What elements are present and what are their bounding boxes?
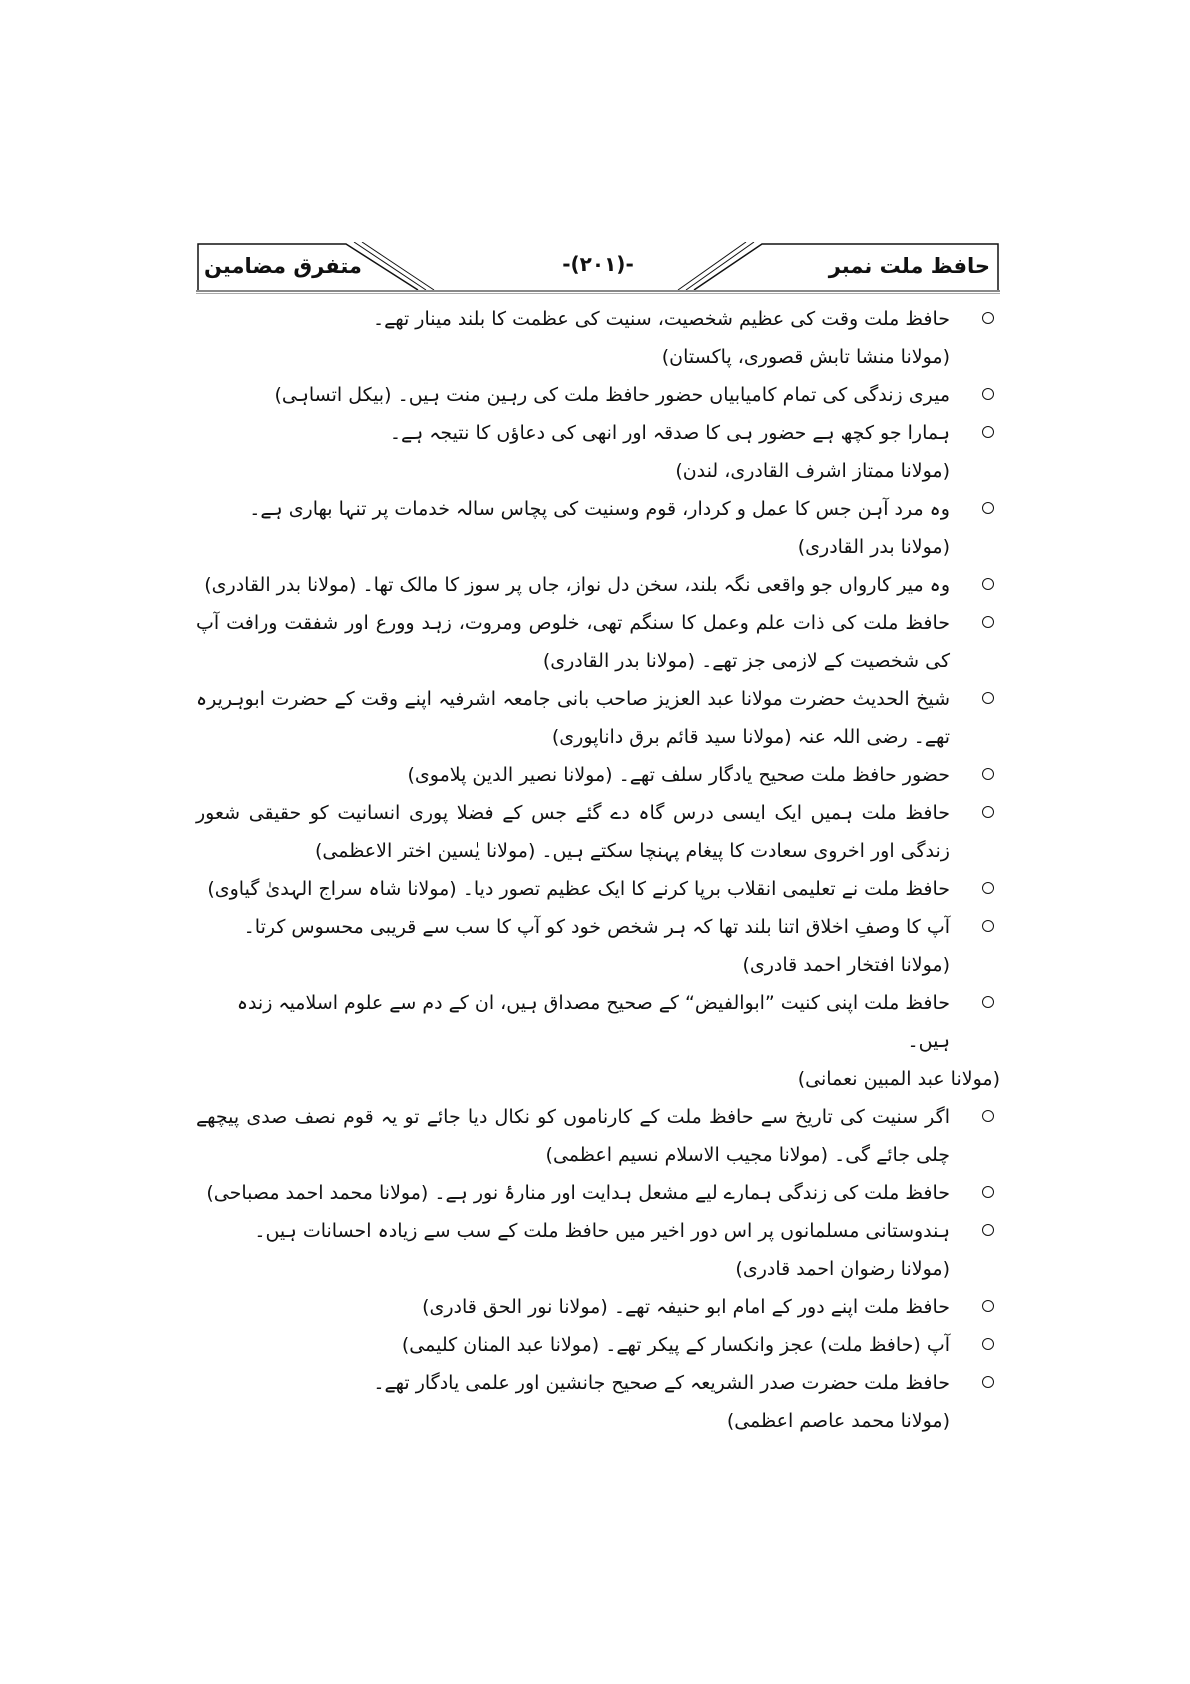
list-item: [196, 794, 1000, 870]
circle-bullet-icon: [982, 312, 994, 324]
circle-bullet-icon: [982, 692, 994, 704]
circle-bullet-icon: [982, 1224, 994, 1236]
quote-attribution: (مولانا بدر القادری): [204, 574, 357, 596]
quote-attribution: (مولانا رضوان احمد قادری): [735, 1258, 950, 1280]
list-item: [196, 1098, 1000, 1174]
quote-text: حافظ ملت کی زندگی ہمارے لیے مشعل ہدایت اور منارۂ نور ہے۔: [434, 1182, 950, 1204]
list-item: [196, 1364, 1000, 1440]
circle-bullet-icon: [982, 996, 994, 1008]
quote-attribution: (مولانا افتخار احمد قادری): [742, 954, 950, 976]
quote-text: آپ کا وصفِ اخلاق اتنا بلند تھا کہ ہر شخص خود کو آپ کا سب سے قریبی محسوس کرتا۔: [243, 916, 950, 938]
circle-bullet-icon: [982, 1300, 994, 1312]
page-number: -(۲۰۱)-: [562, 252, 634, 276]
circle-bullet-icon: [982, 616, 994, 628]
quote-attribution: (مولانا بدر القادری): [797, 536, 950, 558]
list-item: [196, 908, 1000, 984]
list-item: [196, 680, 1000, 756]
quote-text: میری زندگی کی تمام کامیابیاں حضور حافظ ملت کی رہین منت ہیں۔: [397, 384, 950, 406]
quote-attribution: (مولانا بدر القادری): [542, 650, 696, 672]
list-item: [196, 1326, 1000, 1364]
list-item: [196, 1174, 1000, 1212]
quote-text: آپ (حافظ ملت) عجز وانکسار کے پیکر تھے۔: [605, 1334, 950, 1356]
quote-attribution: (مولانا عبد المبین نعمانی): [797, 1068, 1000, 1090]
list-item: [196, 604, 1000, 680]
quote-text: وہ مرد آہن جس کا عمل و کردار، قوم وسنیت کی پچاس سالہ خدمات پر تنہا بھاری ہے۔: [249, 498, 950, 520]
circle-bullet-icon: [982, 1338, 994, 1350]
page-header: [196, 242, 1000, 294]
quote-text: حافظ ملت وقت کی عظیم شخصیت، سنیت کی عظمت کا بلند مینار تھے۔: [372, 308, 950, 330]
circle-bullet-icon: [982, 1376, 994, 1388]
quote-attribution: (مولانا عبد المنان کلیمی): [401, 1334, 600, 1356]
quote-text: ہندوستانی مسلمانوں پر اس دور اخیر میں حافظ ملت کے سب سے زیادہ احسانات ہیں۔: [254, 1220, 950, 1242]
list-item: [196, 756, 1000, 794]
quote-attribution: (مولانا منشا تابش قصوری، پاکستان): [661, 346, 950, 368]
list-item: [196, 1212, 1000, 1288]
quote-text: ہمارا جو کچھ ہے حضور ہی کا صدقہ اور انھی کی دعاؤں کا نتیجہ ہے۔: [389, 422, 950, 444]
quote-attribution: (مولانا مجیب الاسلام نسیم اعظمی): [545, 1144, 829, 1166]
quote-text: حافظ ملت نے تعلیمی انقلاب برپا کرنے کا ایک عظیم تصور دیا۔: [462, 878, 950, 900]
list-item: [196, 490, 1000, 566]
document-page: [196, 242, 1000, 1440]
circle-bullet-icon: [982, 1110, 994, 1122]
quote-text: حافظ ملت کی ذات علم وعمل کا سنگم تھی، خلوص ومروت، زہد وورع اور شفقت ورافت آپ کی شخصیت کے لازمی جز تھے۔: [196, 612, 950, 672]
quote-attribution: (مولانا محمد عاصم اعظمی): [726, 1410, 950, 1432]
circle-bullet-icon: [982, 502, 994, 514]
quote-attribution: (مولانا سید قائم برق داناپوری): [551, 726, 792, 748]
quote-attribution: (مولانا نصیر الدین پلاموی): [407, 764, 613, 786]
quote-text: حضور حافظ ملت صحیح یادگار سلف تھے۔: [618, 764, 950, 786]
circle-bullet-icon: [982, 578, 994, 590]
quote-text: حافظ ملت اپنے دور کے امام ابو حنیفہ تھے۔: [613, 1296, 950, 1318]
quote-text: وہ میر کارواں جو واقعی نگہ بلند، سخن دل نواز، جاں پر سوز کا مالک تھا۔: [362, 574, 950, 596]
section-title: متفرق مضامین: [204, 254, 362, 278]
list-item: [196, 376, 1000, 414]
circle-bullet-icon: [982, 768, 994, 780]
quote-attribution: (مولانا نور الحق قادری): [422, 1296, 608, 1318]
circle-bullet-icon: [982, 388, 994, 400]
circle-bullet-icon: [982, 882, 994, 894]
circle-bullet-icon: [982, 1186, 994, 1198]
quote-text: حافظ ملت حضرت صدر الشریعہ کے صحیح جانشین اور علمی یادگار تھے۔: [373, 1372, 950, 1394]
quote-attribution: (بیکل اتساہی): [274, 384, 392, 406]
quote-text: حافظ ملت اپنی کنیت ”ابوالفیض“ کے صحیح مصداق ہیں، ان کے دم سے علوم اسلامیہ زندہ ہیں۔: [236, 992, 950, 1052]
circle-bullet-icon: [982, 806, 994, 818]
quote-attribution: (مولانا یٰسین اختر الاعظمی): [314, 840, 536, 862]
quotes-list: [196, 300, 1000, 1440]
list-item: [196, 414, 1000, 490]
list-item: [196, 300, 1000, 376]
list-item: [196, 1288, 1000, 1326]
list-item: [196, 984, 1000, 1060]
circle-bullet-icon: [982, 920, 994, 932]
quote-text: شیخ الحدیث حضرت مولانا عبد العزیز صاحب بانی جامعہ اشرفیہ اپنے وقت کے حضرت ابوہریرہ تھے۔ رضی اللہ عنہ: [196, 688, 950, 748]
circle-bullet-icon: [982, 426, 994, 438]
publication-title: حافظ ملت نمبر: [828, 254, 990, 278]
quote-text: اگر سنیت کی تاریخ سے حافظ ملت کے کارناموں کو نکال دیا جائے تو یہ قوم نصف صدی پیچھے چلی جائے گی۔: [196, 1106, 950, 1166]
quote-attribution: (مولانا محمد احمد مصباحی): [206, 1182, 429, 1204]
quote-attribution: (مولانا شاہ سراج الہدیٰ گیاوی): [207, 878, 457, 900]
list-item: [196, 870, 1000, 908]
quote-text: حافظ ملت ہمیں ایک ایسی درس گاہ دے گئے جس کے فضلا پوری انسانیت کو حقیقی شعور زندگی اور اخروی سعادت کا پیغام پہنچا سکتے ہیں۔: [196, 802, 950, 862]
list-item: [196, 566, 1000, 604]
quote-attribution: (مولانا ممتاز اشرف القادری، لندن): [675, 460, 950, 482]
